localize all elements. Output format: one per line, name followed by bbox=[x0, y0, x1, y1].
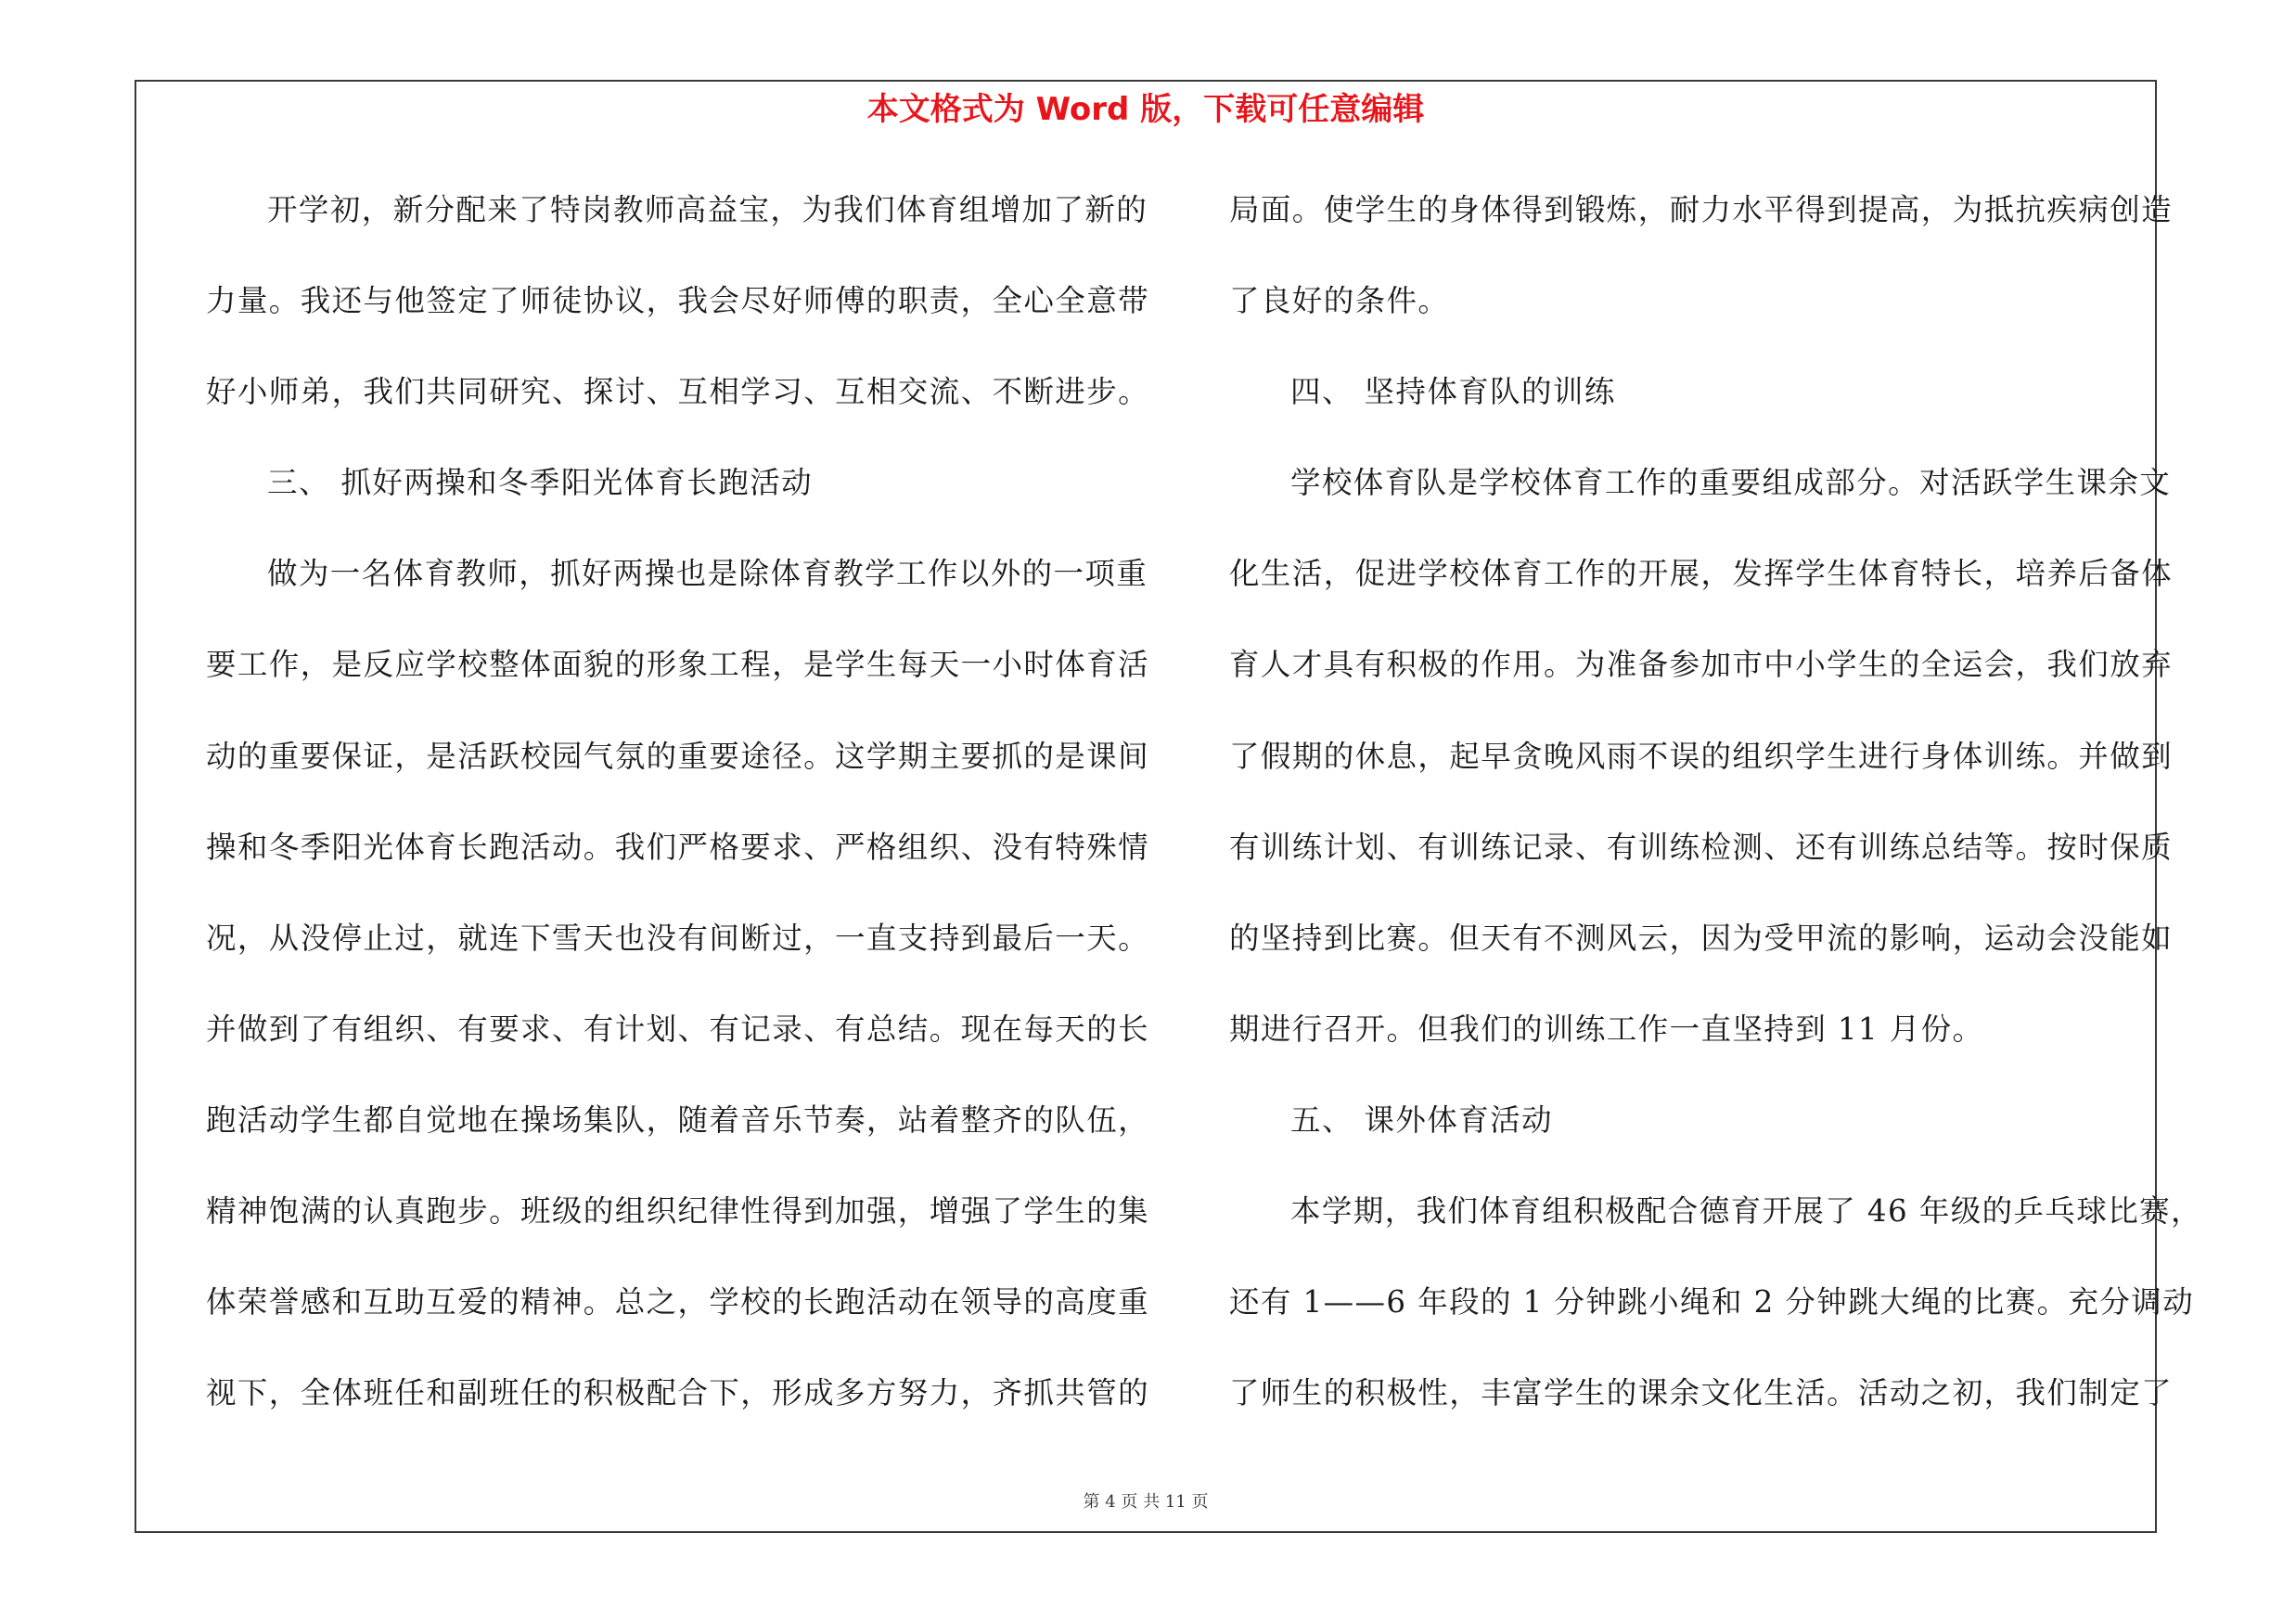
text-line: 了假期的休息，起早贪晚风雨不误的组织学生进行身体训练。并做到 bbox=[1229, 738, 2174, 774]
text-line: 化生活，促进学校体育工作的开展，发挥学生体育特长，培养后备体 bbox=[1229, 556, 2174, 592]
text-line: 学校体育队是学校体育工作的重要组成部分。对活跃学生课余文 bbox=[1290, 465, 2172, 501]
text-line: 本学期，我们体育组积极配合德育开展了 46 年级的乒乓球比赛， bbox=[1290, 1193, 2202, 1230]
text-line: 育人才具有积极的作用。为准备参加市中小学生的全运会，我们放弃 bbox=[1229, 647, 2174, 683]
text-line: 五、 课外体育活动 bbox=[1290, 1101, 1553, 1138]
text-line: 精神饱满的认真跑步。班级的组织纪律性得到加强，增强了学生的集 bbox=[206, 1193, 1150, 1230]
text-line: 期进行召开。但我们的训练工作一直坚持到 11 月份。 bbox=[1229, 1011, 1984, 1047]
text-line: 体荣誉感和互助互爱的精神。总之，学校的长跑活动在领导的高度重 bbox=[206, 1284, 1150, 1320]
text-line: 了良好的条件。 bbox=[1229, 283, 1450, 319]
text-line: 有训练计划、有训练记录、有训练检测、还有训练总结等。按时保质 bbox=[1229, 829, 2174, 865]
text-line: 的坚持到比赛。但天有不测风云，因为受甲流的影响，运动会没能如 bbox=[1229, 920, 2174, 956]
left-text-column bbox=[206, 182, 1150, 1456]
text-line: 做为一名体育教师，抓好两操也是除体育教学工作以外的一项重 bbox=[267, 556, 1148, 592]
text-line: 操和冬季阳光体育长跑活动。我们严格要求、严格组织、没有特殊情 bbox=[206, 829, 1150, 865]
text-line: 了师生的积极性，丰富学生的课余文化生活。活动之初，我们制定了 bbox=[1229, 1375, 2174, 1411]
text-line: 好小师弟，我们共同研究、探讨、互相学习、互相交流、不断进步。 bbox=[206, 374, 1150, 410]
text-line: 力量。我还与他签定了师徒协议，我会尽好师傅的职责，全心全意带 bbox=[206, 283, 1150, 319]
right-text-column bbox=[1229, 182, 2202, 1456]
text-line: 要工作，是反应学校整体面貌的形象工程，是学生每天一小时体育活 bbox=[206, 647, 1150, 683]
text-line: 还有 1——6 年段的 1 分钟跳小绳和 2 分钟跳大绳的比赛。充分调动 bbox=[1229, 1284, 2195, 1320]
text-line: 局面。使学生的身体得到锻炼，耐力水平得到提高，为抵抗疾病创造 bbox=[1229, 192, 2174, 227]
page-number-footer: 第 4 页 共 11 页 bbox=[1083, 1492, 1209, 1512]
text-line: 四、 坚持体育队的训练 bbox=[1290, 374, 1616, 410]
text-line: 视下，全体班任和副班任的积极配合下，形成多方努力，齐抓共管的 bbox=[206, 1375, 1150, 1411]
text-line: 并做到了有组织、有要求、有计划、有记录、有总结。现在每天的长 bbox=[206, 1011, 1150, 1047]
format-banner: 本文格式为 Word 版，下载可任意编辑 bbox=[866, 91, 1425, 128]
text-line: 开学初，新分配来了特岗教师高益宝，为我们体育组增加了新的 bbox=[267, 192, 1148, 227]
text-line: 况，从没停止过，就连下雪天也没有间断过，一直支持到最后一天。 bbox=[206, 920, 1150, 956]
text-line: 动的重要保证，是活跃校园气氛的重要途径。这学期主要抓的是课间 bbox=[206, 738, 1150, 774]
text-line: 三、 抓好两操和冬季阳光体育长跑活动 bbox=[267, 465, 814, 501]
text-line: 跑活动学生都自觉地在操场集队，随着音乐节奏，站着整齐的队伍， bbox=[206, 1101, 1150, 1138]
